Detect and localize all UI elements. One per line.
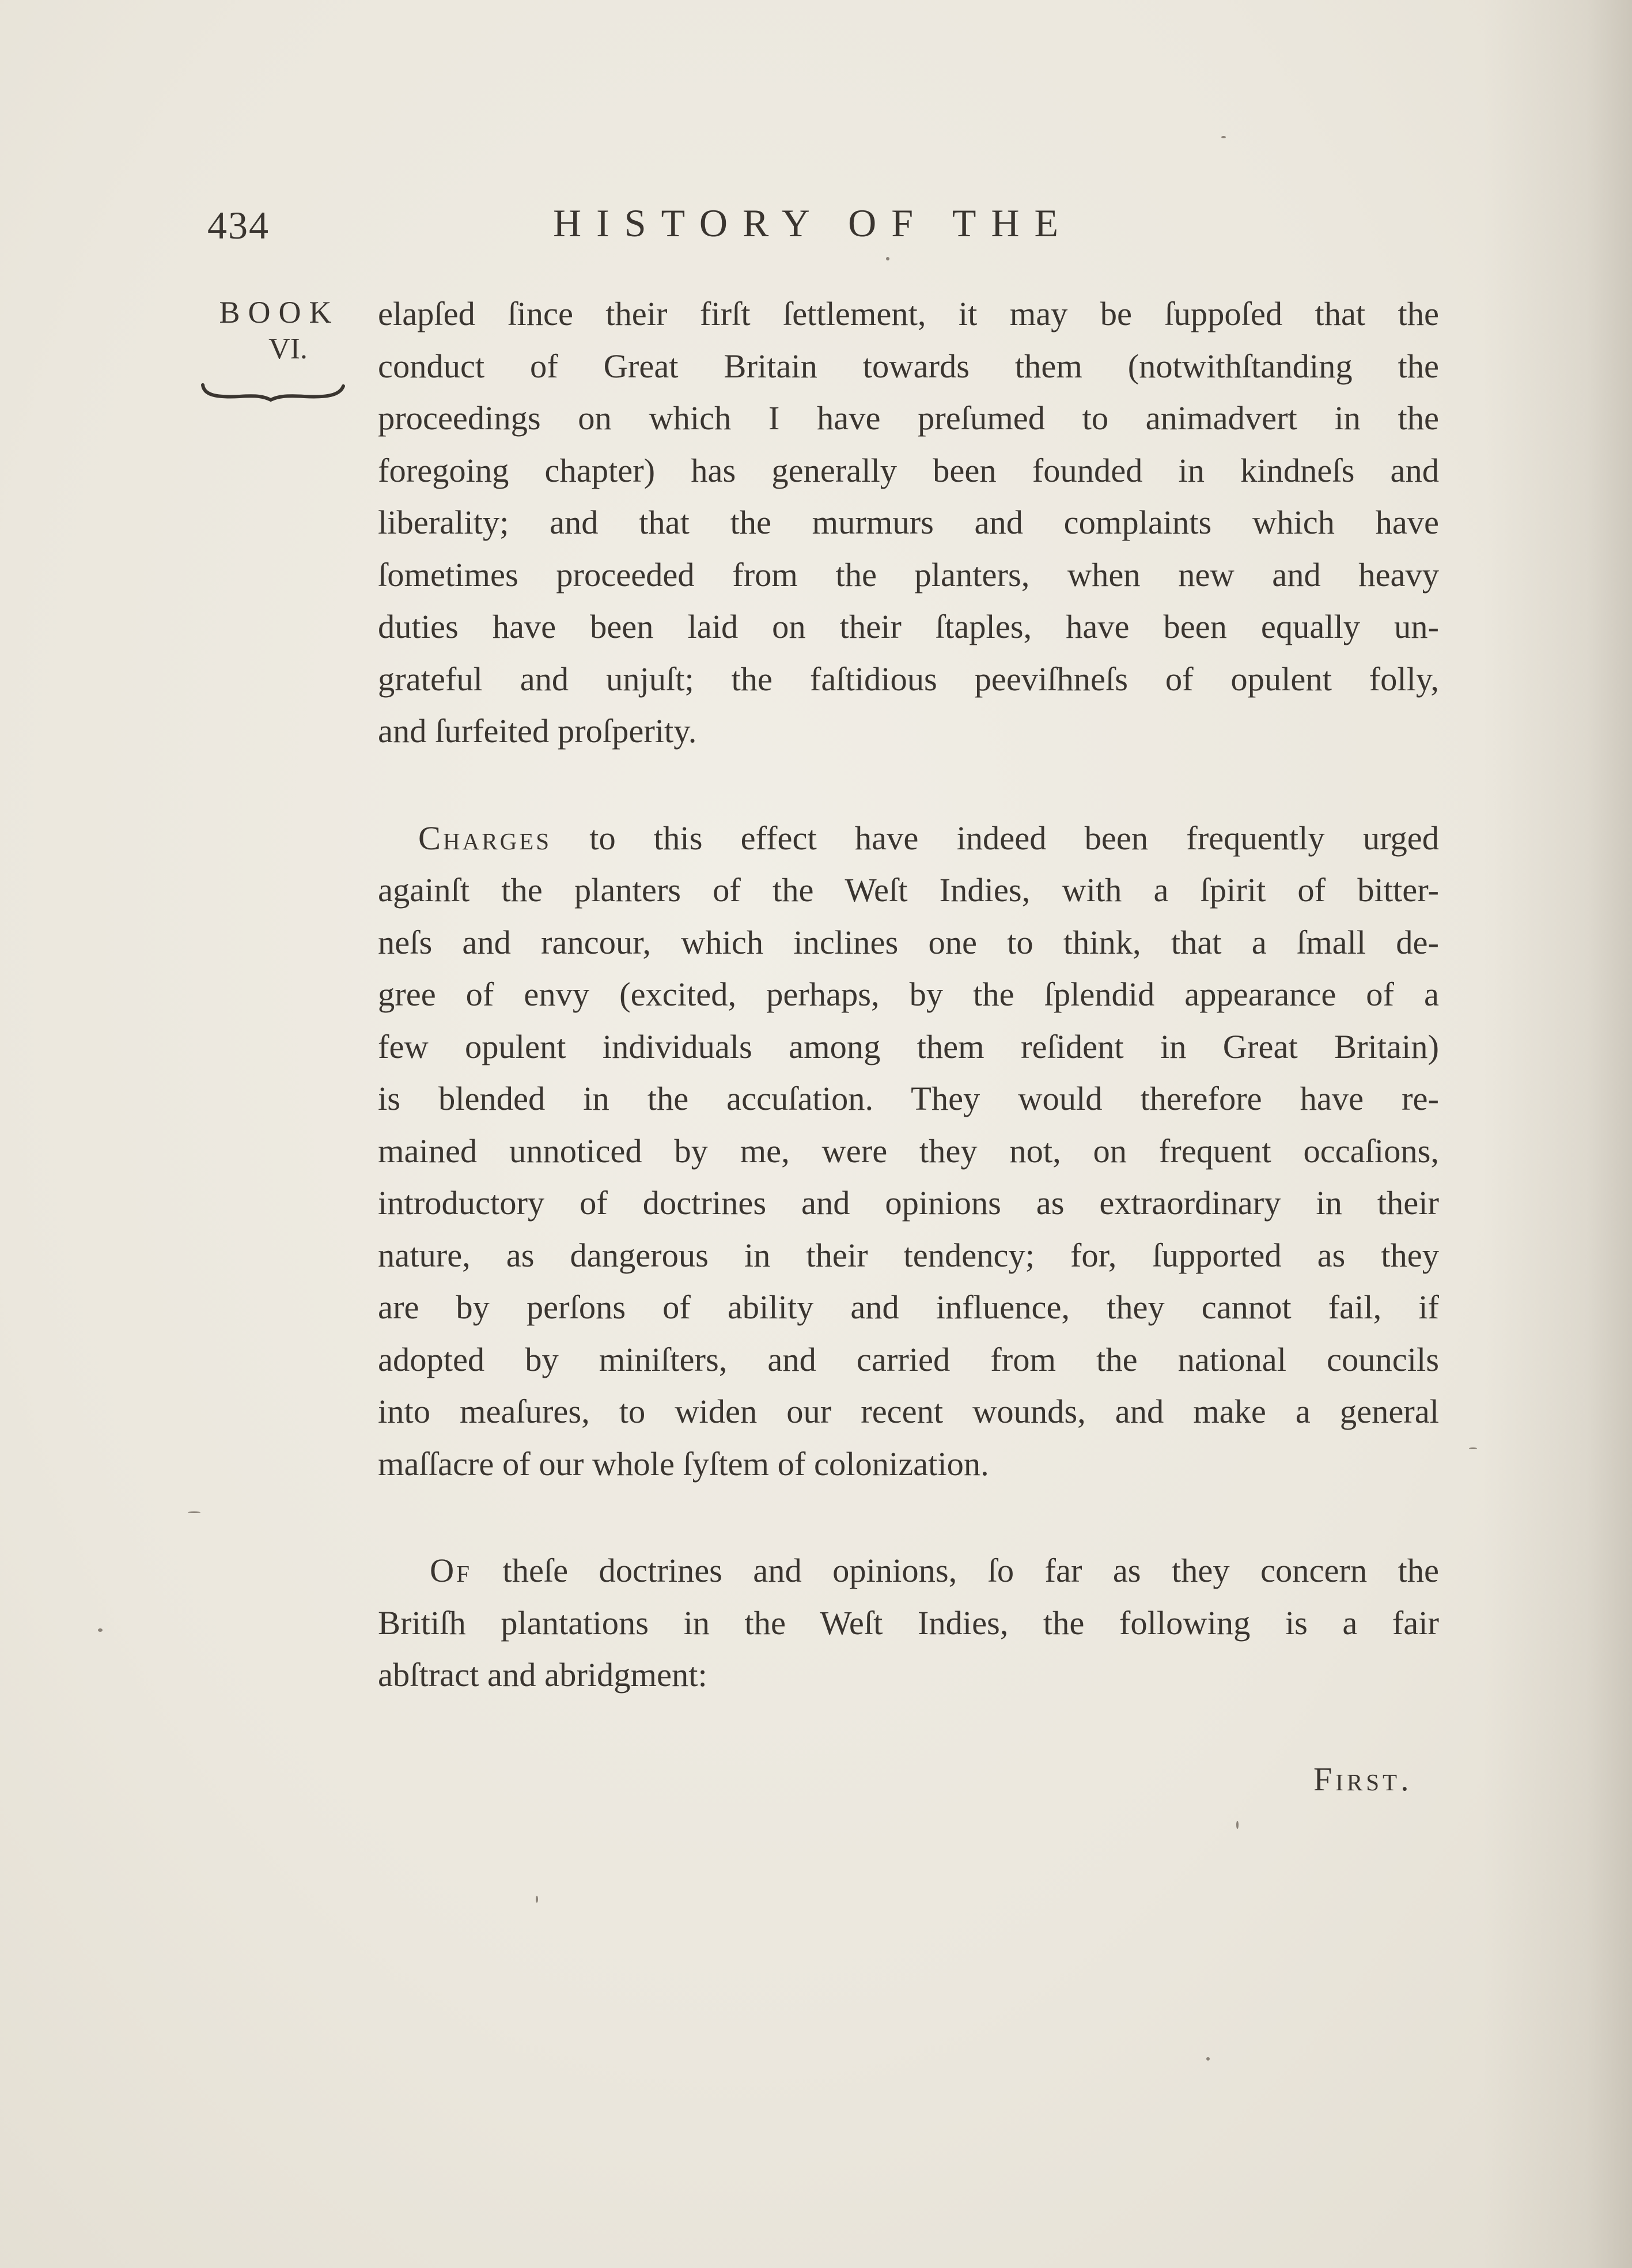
paper-speck xyxy=(1221,136,1226,138)
paper-speck xyxy=(886,257,889,260)
paper-speck xyxy=(1469,1447,1477,1449)
text-line: nature, as dangerous in their tendency; for, ſupported as they xyxy=(378,1236,1439,1274)
text-line: duties have been laid on their ſtaples, have been equally un- xyxy=(378,608,1439,645)
paper-speck xyxy=(536,1896,538,1903)
page-number: 434 xyxy=(207,203,270,247)
text-line: are by perſons of ability and influence, they cannot fail, if xyxy=(378,1288,1439,1326)
text-line: elapſed ſince their firſt ſettlement, it may be ſuppoſed that the xyxy=(378,295,1439,332)
paragraph-1 xyxy=(378,288,1439,758)
text-line: adopted by miniſters, and carried from the national councils xyxy=(378,1340,1439,1378)
text-line: ſometimes proceeded from the planters, when new and heavy xyxy=(378,555,1439,594)
paragraph-gap xyxy=(378,758,1439,812)
text-line: conduct of Great Britain towards them (notwithſtanding the xyxy=(378,347,1439,385)
margin-volume-label: VI. xyxy=(268,332,308,365)
paper-speck xyxy=(98,1628,103,1632)
text-line: is blended in the accuſation. They would therefore have re- xyxy=(378,1080,1439,1117)
text-line-rest: to this effect have indeed been frequently urged xyxy=(551,819,1439,857)
text-line: maſſacre of our whole ſyſtem of colonization. xyxy=(378,1445,989,1483)
text-line: liberality; and that the murmurs and complaints which have xyxy=(378,504,1439,541)
text-line: grateful and unjuſt; the faſtidious peeviſhneſs of opulent folly, xyxy=(378,660,1439,698)
text-line: Britiſh plantations in the Weſt Indies, the following is a fair xyxy=(378,1604,1439,1642)
text-line: and ſurfeited proſperity. xyxy=(378,712,697,750)
small-caps-lead: Of xyxy=(430,1552,472,1589)
paper-speck xyxy=(1236,1821,1239,1829)
text-line: mained unnoticed by me, were they not, on frequent occaſions, xyxy=(378,1132,1439,1170)
gutter-shadow xyxy=(1482,0,1632,2268)
paper-speck xyxy=(188,1511,200,1513)
text-line: gree of envy (excited, perhaps, by the ſplendid appearance of a xyxy=(378,976,1439,1013)
text-line: foregoing chapter) has generally been founded in kindneſs and xyxy=(378,451,1439,489)
small-caps-lead: Charges xyxy=(418,819,552,857)
paragraph-gap xyxy=(378,1490,1439,1545)
text-line-lead xyxy=(378,812,1439,865)
text-line-rest: theſe doctrines and opinions, ſo far as they concern the xyxy=(472,1552,1439,1589)
body-text xyxy=(378,288,1439,1702)
margin-book-label: BOOK xyxy=(219,295,340,330)
text-line: againſt the planters of the Weſt Indies, with a ſpirit of bitter- xyxy=(378,871,1439,909)
running-head: HISTORY OF THE xyxy=(553,201,1074,245)
text-line: abſtract and abridgment: xyxy=(378,1656,707,1694)
catchword xyxy=(1313,1760,1413,1798)
text-line: introductory of doctrines and opinions as extraordinary in their xyxy=(378,1184,1439,1222)
paper-speck xyxy=(1206,2057,1210,2061)
margin-note xyxy=(207,294,351,368)
catchword-text: First. xyxy=(1313,1760,1413,1798)
paragraph-3 xyxy=(378,1545,1439,1702)
margin-brace-ornament xyxy=(199,383,347,406)
text-line: few opulent individuals among them reſident in Great Britain) xyxy=(378,1027,1439,1065)
text-line-lead xyxy=(378,1545,1439,1597)
text-line: neſs and rancour, which inclines one to think, that a ſmall de- xyxy=(378,923,1439,961)
text-line: proceedings on which I have preſumed to animadvert in the xyxy=(378,399,1439,437)
paragraph-2 xyxy=(378,812,1439,1491)
text-line: into meaſures, to widen our recent wounds, and make a general xyxy=(378,1393,1439,1430)
